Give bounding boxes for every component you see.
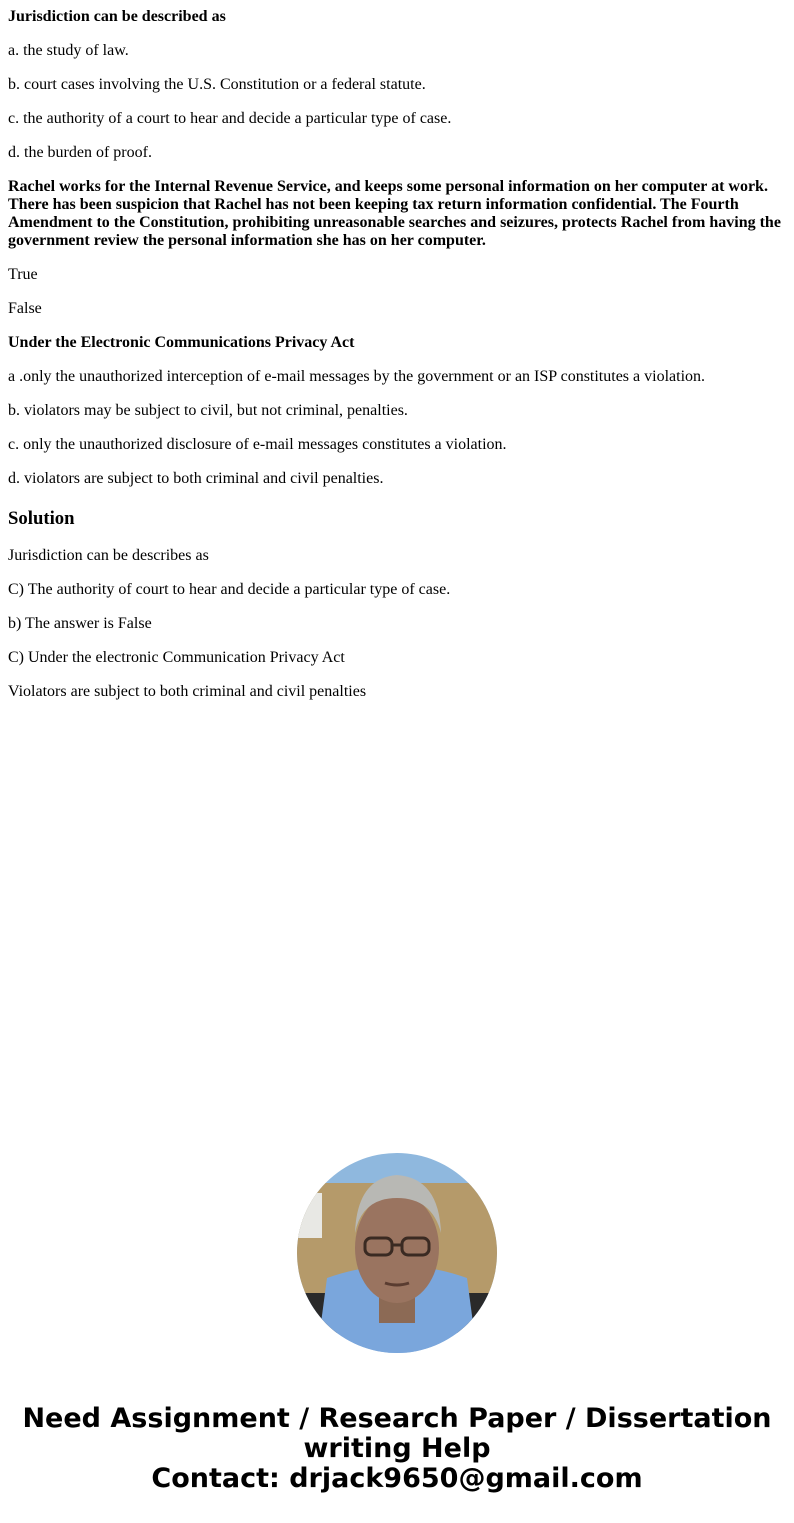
solution-heading: Solution: [8, 508, 75, 529]
solution-line: C) Under the electronic Communication Privacy Act: [8, 649, 345, 666]
avatar: [297, 1153, 497, 1353]
question-1-option-c: c. the authority of a court to hear and decide a particular type of case.: [8, 110, 452, 127]
footer-line-1: Need Assignment / Research Paper / Dissertation: [22, 1403, 772, 1434]
question-2-option-false: False: [8, 300, 42, 317]
question-3-option-a: a .only the unauthorized interception of e-mail messages by the government or an ISP constitutes a violation.: [8, 368, 706, 385]
question-3-option-d: d. violators are subject to both criminal and civil penalties.: [8, 470, 384, 487]
question-3-option-c: c. only the unauthorized disclosure of e-mail messages constitutes a violation.: [8, 436, 507, 453]
solution-line: Violators are subject to both criminal and civil penalties: [8, 683, 367, 700]
question-1-option-d: d. the burden of proof.: [8, 144, 152, 161]
solution-line: b) The answer is False: [8, 615, 152, 632]
question-3-option-b: b. violators may be subject to civil, but not criminal, penalties.: [8, 402, 408, 419]
document-body: [0, 8, 794, 717]
question-2-prompt: Rachel works for the Internal Revenue Service, and keeps some personal information on her computer at work. There has been suspicion that Rachel has not been keeping tax return information confidential. The Fourth Amendment to the Constitution, prohibiting unreasonable searches and seizures, protects Rachel from having the government review the personal information she has on her computer.: [8, 178, 781, 249]
question-2-option-true: True: [8, 266, 38, 283]
question-1-option-b: b. court cases involving the U.S. Constitution or a federal statute.: [8, 76, 426, 93]
footer-contact: Contact: drjack9650@gmail.com: [151, 1463, 643, 1494]
question-1-option-a: a. the study of law.: [8, 42, 129, 59]
question-1-prompt: Jurisdiction can be described as: [8, 8, 226, 25]
portrait-image: [297, 1153, 497, 1353]
footer-line-2: writing Help: [303, 1433, 491, 1464]
contact-footer: [0, 1404, 794, 1494]
question-3-prompt: Under the Electronic Communications Privacy Act: [8, 334, 355, 351]
solution-line: Jurisdiction can be describes as: [8, 547, 209, 564]
solution-line: C) The authority of court to hear and decide a particular type of case.: [8, 581, 451, 598]
